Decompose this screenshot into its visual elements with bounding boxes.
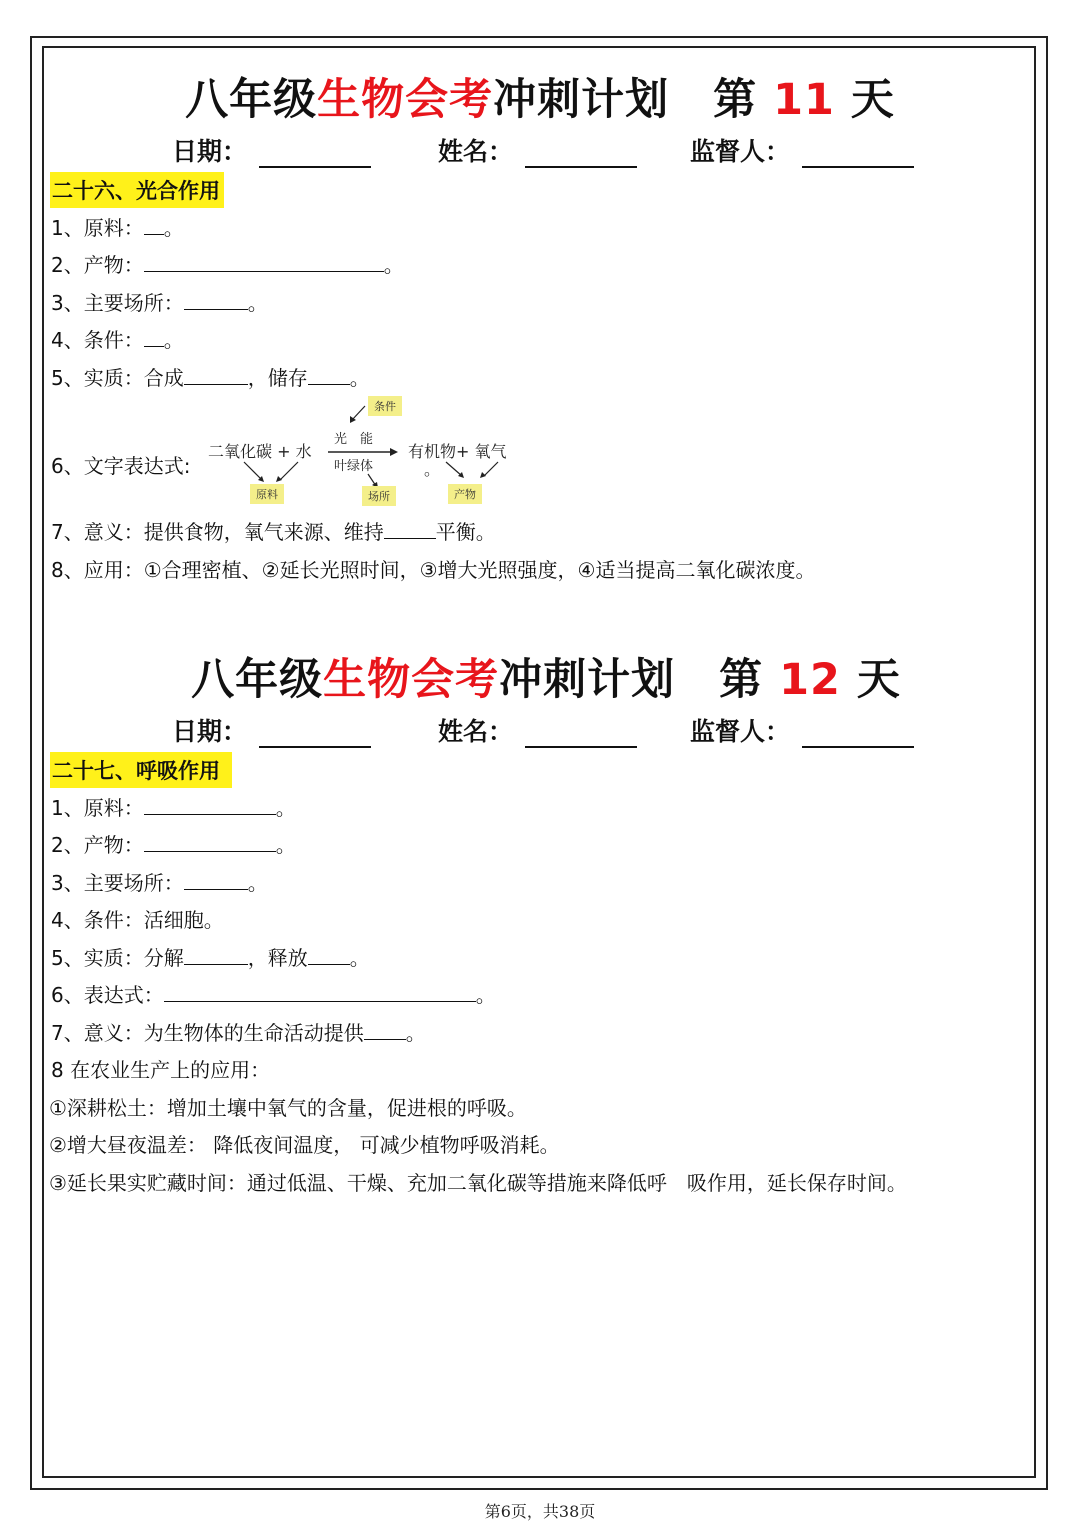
answer-blank[interactable] — [184, 944, 248, 965]
section-heading: 二十六、光合作用 — [50, 172, 224, 208]
list-item — [51, 326, 184, 354]
list-item — [51, 944, 370, 972]
title-part: 冲刺计划 — [493, 75, 670, 125]
answer-blank[interactable] — [144, 831, 276, 852]
list-item — [51, 364, 370, 392]
item-end: 。 — [163, 216, 184, 240]
day-number: 11 — [773, 75, 835, 125]
raw-pointer-right — [280, 462, 298, 480]
diagram-dot: 。 — [424, 460, 441, 479]
item-text: 2、产物： — [51, 833, 144, 857]
answer-blank[interactable] — [144, 326, 164, 347]
item-end: 。 — [275, 833, 296, 857]
answer-blank[interactable] — [364, 1019, 406, 1040]
answer-blank[interactable] — [144, 214, 164, 235]
list-item — [51, 452, 190, 480]
list-item — [51, 214, 184, 242]
item-end: 。 — [247, 291, 268, 315]
answer-blank[interactable] — [184, 869, 248, 890]
day-number: 12 — [779, 655, 841, 705]
title-part: 八年级 — [191, 655, 324, 705]
item-end: 。 — [349, 946, 370, 970]
tag-condition: 条件 — [368, 396, 402, 416]
item-text: 3、主要场所： — [51, 871, 184, 895]
day12-title — [6, 646, 1080, 707]
supervisor-label: 监督人： — [690, 137, 791, 166]
title-part: 八年级 — [185, 75, 318, 125]
date-field — [172, 712, 371, 746]
item-end: 。 — [349, 366, 370, 390]
answer-blank[interactable] — [384, 518, 436, 539]
item-end: 。 — [405, 1021, 426, 1045]
item-text: 6、文字表达式: — [51, 454, 191, 478]
list-item: ①深耕松土：增加土壤中氧气的含量，促进根的呼吸。 — [49, 1096, 527, 1120]
name-field — [438, 712, 637, 746]
supervisor-input-line[interactable] — [802, 720, 914, 748]
date-label: 日期： — [172, 717, 248, 746]
page-footer: 第6页，共38页 — [484, 1502, 596, 1521]
answer-blank[interactable] — [144, 251, 384, 272]
item-text: 3、主要场所： — [51, 291, 184, 315]
condition-pointer — [352, 406, 365, 420]
reaction-arrowhead — [390, 448, 398, 456]
list-item — [51, 289, 268, 317]
item-end: 。 — [247, 871, 268, 895]
name-label: 姓名： — [438, 137, 514, 166]
item-text: 5、实质：分解 — [51, 946, 184, 970]
list-item — [51, 518, 496, 546]
list-item — [51, 1019, 426, 1047]
item-text: 7、意义：提供食物，氧气来源、维持 — [51, 520, 384, 544]
list-item — [51, 831, 296, 859]
supervisor-label: 监督人： — [690, 717, 791, 746]
title-part: 天 — [856, 655, 901, 705]
date-field — [172, 132, 371, 166]
item-text: ，储存 — [247, 366, 308, 390]
item-text: ，释放 — [247, 946, 308, 970]
date-input-line[interactable] — [259, 140, 371, 168]
title-part: 天 — [850, 75, 895, 125]
list-item: 8、应用：①合理密植、②延长光照时间，③增大光照强度，④适当提高二氧化碳浓度。 — [51, 558, 816, 582]
supervisor-field — [690, 132, 914, 166]
answer-blank[interactable] — [184, 289, 248, 310]
answer-blank[interactable] — [308, 364, 350, 385]
day11-title — [0, 66, 1080, 127]
chloroplast-label: 叶绿体 — [334, 459, 374, 474]
photosynthesis-equation-diagram — [200, 394, 530, 510]
item-end: 。 — [275, 796, 296, 820]
title-highlight: 生物会考 — [323, 655, 500, 705]
date-label: 日期： — [172, 137, 248, 166]
date-input-line[interactable] — [259, 720, 371, 748]
name-field — [438, 132, 637, 166]
item-end: 。 — [475, 983, 496, 1007]
name-label: 姓名： — [438, 717, 514, 746]
answer-blank[interactable] — [184, 364, 248, 385]
item-text: 2、产物： — [51, 253, 144, 277]
item-end: 平衡。 — [435, 520, 496, 544]
item-text: 6、表达式： — [51, 983, 164, 1007]
section-heading: 二十七、呼吸作用 — [50, 752, 232, 788]
item-text: 1、原料： — [51, 796, 144, 820]
products-label: 有机物+ 氧气 — [408, 442, 507, 461]
list-item: 4、条件：活细胞。 — [51, 908, 224, 932]
name-input-line[interactable] — [525, 720, 637, 748]
item-text: 1、原料： — [51, 216, 144, 240]
list-item — [51, 981, 496, 1009]
title-highlight: 生物会考 — [317, 75, 494, 125]
item-end: 。 — [383, 253, 404, 277]
product-pointer-right — [484, 462, 498, 476]
answer-blank[interactable] — [164, 981, 476, 1002]
tag-place: 场所 — [362, 486, 396, 506]
item-end: 。 — [163, 328, 184, 352]
title-part: 冲刺计划 — [499, 655, 676, 705]
list-item — [51, 794, 296, 822]
title-part: 第 — [713, 75, 758, 125]
tag-raw: 原料 — [250, 484, 284, 504]
item-text: 5、实质：合成 — [51, 366, 184, 390]
name-input-line[interactable] — [525, 140, 637, 168]
reactants-label: 二氧化碳 + 水 — [208, 442, 312, 461]
item-text: 7、意义：为生物体的生命活动提供 — [51, 1021, 364, 1045]
answer-blank[interactable] — [144, 794, 276, 815]
item-text: 4、条件： — [51, 328, 144, 352]
supervisor-input-line[interactable] — [802, 140, 914, 168]
product-pointer-left — [446, 462, 462, 476]
tag-product: 产物 — [448, 484, 482, 504]
answer-blank[interactable] — [308, 944, 350, 965]
title-part: 第 — [719, 655, 764, 705]
list-item — [51, 869, 268, 897]
list-item — [51, 251, 404, 279]
supervisor-field — [690, 712, 914, 746]
light-label: 光 能 — [334, 432, 374, 447]
list-item: ③延长果实贮藏时间：通过低温、干燥、充加二氧化碳等措施来降低呼 吸作用，延长保存时间。 — [49, 1171, 907, 1195]
list-item: 8 在农业生产上的应用： — [51, 1058, 271, 1082]
raw-pointer-left — [244, 462, 262, 480]
list-item: ②增大昼夜温差： 降低夜间温度， 可减少植物呼吸消耗。 — [49, 1133, 560, 1157]
